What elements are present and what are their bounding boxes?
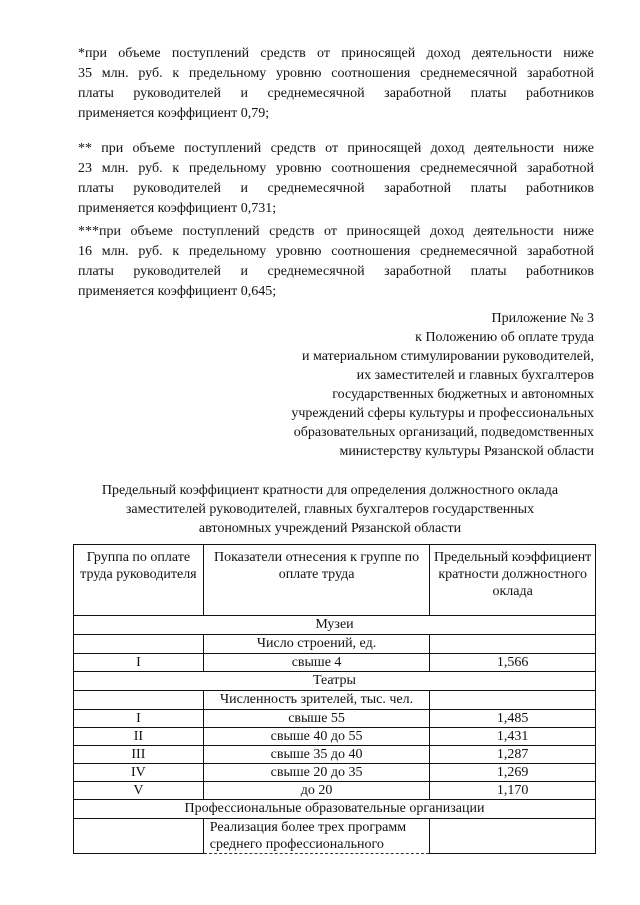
table-row (74, 764, 596, 782)
table-cell (430, 691, 596, 710)
table-cell (74, 691, 204, 710)
table-cell (430, 819, 596, 854)
table-header-row (74, 545, 596, 616)
footnote-line: ** при объеме поступлений средств от приносящей доход деятельности ниже (78, 141, 594, 156)
table-cell (74, 819, 204, 854)
criterion-cell: свыше 40 до 55 (203, 728, 430, 746)
coefficient-cell: 1,431 (430, 728, 596, 746)
table-row (74, 782, 596, 800)
table-row (74, 654, 596, 672)
footnote-1 (78, 44, 594, 124)
appendix-heading (291, 309, 594, 461)
group-cell: I (74, 654, 204, 672)
section-title: Профессиональные образовательные организации (74, 800, 596, 819)
appendix-line: министерству культуры Рязанской области (339, 444, 594, 459)
criterion-cell: свыше 55 (203, 710, 430, 728)
section-row (74, 616, 596, 635)
title-line: Предельный коэффициент кратности для определения должностного оклада (101, 483, 559, 498)
criterion-cell: свыше 35 до 40 (203, 746, 430, 764)
footnote-line: ***при объеме поступлений средств от приносящей доход деятельности ниже (78, 224, 594, 239)
appendix-line: Приложение № 3 (491, 311, 594, 326)
footnote-line: платы руководителей и среднемесячной заработной платы работников (78, 86, 594, 101)
table-row (74, 728, 596, 746)
group-cell: III (74, 746, 204, 764)
group-cell: V (74, 782, 204, 800)
footnote-2 (78, 139, 594, 219)
group-cell: I (74, 710, 204, 728)
table-cell (74, 635, 204, 654)
coefficient-cell: 1,170 (430, 782, 596, 800)
indicator-row (74, 819, 596, 854)
indicator-line: Реализация более трех программ (209, 820, 407, 835)
footnote-line: платы руководителей и среднемесячной заработной платы работников (78, 181, 594, 196)
coefficient-cell: 1,566 (430, 654, 596, 672)
table-row (74, 746, 596, 764)
appendix-line: образовательных организаций, подведомственных (293, 425, 594, 440)
footnote-line: применяется коэффициент 0,731; (78, 201, 277, 216)
group-cell: IV (74, 764, 204, 782)
table-cell (430, 635, 596, 654)
footnote-line: *при объеме поступлений средств от приносящей доход деятельности ниже (78, 46, 594, 61)
coefficient-cell: 1,287 (430, 746, 596, 764)
criterion-cell: свыше 20 до 35 (203, 764, 430, 782)
indicator-label (203, 819, 430, 854)
appendix-line: учреждений сферы культуры и профессиональных (291, 406, 594, 421)
footnote-line: платы руководителей и среднемесячной заработной платы работников (78, 264, 594, 279)
footnote-line: 35 млн. руб. к предельному уровню соотношения среднемесячной заработной (78, 66, 594, 81)
appendix-line: их заместителей и главных бухгалтеров (356, 368, 594, 383)
section-row (74, 672, 596, 691)
criterion-cell: свыше 4 (203, 654, 430, 672)
header-coefficient: Предельный коэффициент кратности должностного оклада (430, 545, 596, 616)
indicator-line: среднего профессионального (209, 837, 384, 852)
indicator-label: Число строений, ед. (203, 635, 430, 654)
footnote-line: 16 млн. руб. к предельному уровню соотношения среднемесячной заработной (78, 244, 594, 259)
appendix-line: к Положению об оплате труда (415, 330, 594, 345)
indicator-row (74, 635, 596, 654)
footnote-line: применяется коэффициент 0,79; (78, 106, 270, 121)
header-indicators: Показатели отнесения к группе по оплате труда (203, 545, 430, 616)
footnote-3 (78, 222, 594, 302)
group-cell: II (74, 728, 204, 746)
table-row (74, 710, 596, 728)
document-title (60, 481, 600, 538)
coefficient-cell: 1,269 (430, 764, 596, 782)
appendix-line: государственных бюджетных и автономных (332, 387, 594, 402)
coefficient-cell: 1,485 (430, 710, 596, 728)
indicator-label: Численность зрителей, тыс. чел. (203, 691, 430, 710)
footnote-line: применяется коэффициент 0,645; (78, 284, 277, 299)
section-title: Музеи (74, 616, 596, 635)
footnote-line: 23 млн. руб. к предельному уровню соотношения среднемесячной заработной (78, 161, 594, 176)
section-row (74, 800, 596, 819)
appendix-line: и материальном стимулировании руководителей, (301, 349, 594, 364)
coefficient-table (73, 544, 596, 854)
criterion-cell: до 20 (203, 782, 430, 800)
header-group: Группа по оплате труда руководителя (74, 545, 204, 616)
indicator-row (74, 691, 596, 710)
title-line: автономных учреждений Рязанской области (198, 521, 462, 536)
title-line: заместителей руководителей, главных бухгалтеров государственных (125, 502, 535, 517)
section-title: Театры (74, 672, 596, 691)
